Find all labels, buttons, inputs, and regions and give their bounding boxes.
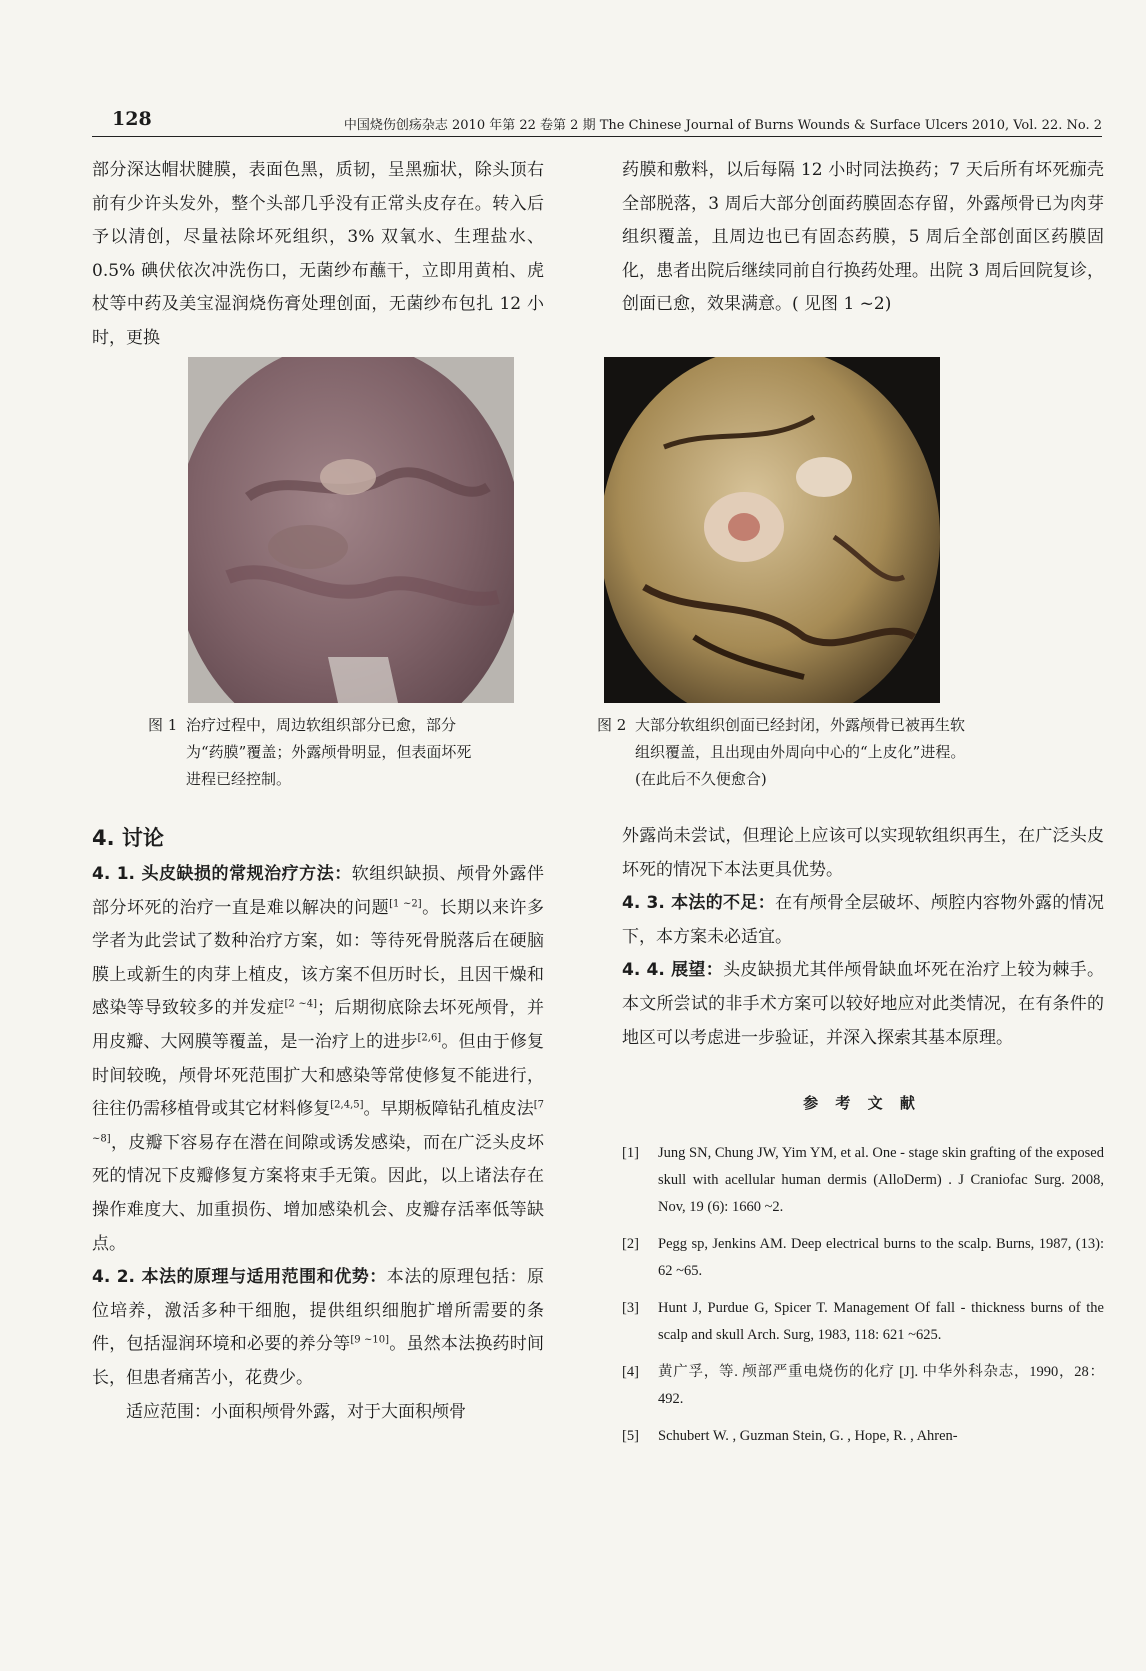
reference-number: [4] [622,1364,639,1380]
reference-item [622,1140,1104,1221]
subsection-title: 4. 2. 本法的原理与适用范围和优势： [92,1267,387,1288]
paragraph: 部分深达帽状腱膜，表面色黑，质韧，呈黑痂状，除头顶右前有少许头发外，整个头部几乎没有正常头皮存在。转入后予以清创，尽量祛除坏死组织，3% 双氧水、生理盐水、0.5% 碘伏依次冲洗伤口，无菌纱布蘸干，立即用黄柏、虎杖等中药及美宝湿润烧伤膏处理创面，无菌纱布包扎 12 小时，更换 [92,160,544,348]
citation: [2 ~4] [284,998,318,1010]
left-top-text [92,154,544,356]
paragraph-continued: 外露尚未尝试，但理论上应该可以实现软组织再生，在广泛头皮坏死的情况下本法更具优势。 [622,826,1104,880]
figure-1-caption-text: 治疗过程中，周边软组织部分已愈，部分为“药膜”覆盖；外露颅骨明显，但表面坏死进程已经控制。 [186,716,472,788]
subsection-4-2: 4. 2. 本法的原理与适用范围和优势：本法的原理包括：原位培养，激活多种干细胞，提供组织细胞扩增所需要的条件，包括湿润环境和必要的养分等[9 ~10]。虽然本法换药时间长，但患者痛苦小，花费少。 [92,1267,544,1388]
references-title: 参 考 文 献 [803,1094,921,1112]
reference-text: Pegg sp, Jenkins AM. Deep electrical burns to the scalp. Burns, 1987, (13): 62 ~65. [658,1236,1104,1279]
citation: [1 ~2] [389,897,422,909]
discussion-left-column [92,818,544,1429]
reference-item [622,1423,1104,1450]
right-top-text [622,154,1104,322]
reference-number: [3] [622,1300,639,1316]
reference-item [622,1295,1104,1349]
paragraph: 药膜和敷料，以后每隔 12 小时同法换药；7 天后所有坏死痂壳全部脱落，3 周后大部分创面药膜固态存留，外露颅骨已为肉芽组织覆盖，且周边也已有固态药膜，5 周后全部创面区药膜固化，患者出院后继续同前自行换药处理。出院 3 周后回院复诊，创面已愈，效果满意。( 见图 1 ~2) [622,160,1104,315]
reference-number: [5] [622,1428,639,1444]
references-list [622,1140,1104,1460]
section-heading: 4. 讨论 [92,826,164,850]
page-number: 128 [112,108,152,130]
figure-2-caption-text: 大部分软组织创面已经封闭，外露颅骨已被再生软组织覆盖，且出现由外周向中心的“上皮化”进程。(在此后不久便愈合) [635,716,966,788]
reference-text: Hunt J, Purdue G, Spicer T. Management Of fall - thickness burns of the scalp and skull Arch. Surg, 1983, 118: 621 ~625. [658,1300,1104,1343]
figure-1-image [188,357,514,703]
subsection-title: 4. 4. 展望： [622,960,724,981]
reference-text: 黄广孚，等. 颅部严重电烧伤的化疗 [J]. 中华外科杂志，1990，28：492. [658,1364,1104,1407]
subsection-4-4: 4. 4. 展望：头皮缺损尤其伴颅骨缺血坏死在治疗上较为棘手。本文所尝试的非手术方案可以较好地应对此类情况，在有条件的地区可以考虑进一步验证，并深入探索其基本原理。 [622,960,1104,1048]
citation: [2,4,5] [330,1099,364,1111]
citation: [9 ~10] [350,1334,389,1346]
figure-2-caption [597,712,997,796]
running-title: 中国烧伤创疡杂志 2010 年第 22 卷第 2 期 The Chinese Journal of Burns Wounds & Surface Ulcers 2010, Vol. 22. No. 2 [343,118,1102,133]
figure-1-label: 图 1 [148,716,178,734]
reference-number: [2] [622,1236,639,1252]
discussion-right-column [622,820,1104,1055]
subsection-title: 4. 3. 本法的不足： [622,893,776,914]
reference-item [622,1359,1104,1413]
subsection-4-1: 4. 1. 头皮缺损的常规治疗方法：软组织缺损、颅骨外露伴部分坏死的治疗一直是难以解决的问题[1 ~2]。长期以来许多学者为此尝试了数种治疗方案，如：等待死骨脱落后在硬脑膜上或新生的肉芽上植皮，该方案不但历时长，且因干燥和感染等导致较多的并发症[2 ~4]；后期彻底除去坏死颅骨，并用皮瓣、大网膜等覆盖，是一治疗上的进步[2,6]。但由于修复时间较晚，颅骨坏死范围扩大和感染等常使修复不能进行，往往仍需移植骨或其它材料修复[2,4,5]。早期板障钻孔植皮法[7 ~8]，皮瓣下容易存在潜在间隙或诱发感染，而在广泛头皮坏死的情况下皮瓣修复方案将束手无策。因此，以上诸法存在操作难度大、加重损伤、增加感染机会、皮瓣存活率低等缺点。 [92,864,545,1254]
citation: [7 ~8] [92,1099,545,1145]
subsection-4-3: 4. 3. 本法的不足：在有颅骨全层破坏、颅腔内容物外露的情况下，本方案未必适宜。 [622,893,1105,947]
citation: [2,6] [417,1032,442,1044]
subsection-title: 4. 1. 头皮缺损的常规治疗方法： [92,864,352,884]
reference-text: Jung SN, Chung JW, Yim YM, et al. One - stage skin grafting of the exposed skull with acellular human dermis (AlloDerm) . J Craniofac Surg. 2008, Nov, 19 (6): 1660 ~2. [658,1145,1104,1215]
scope-paragraph: 适应范围：小面积颅骨外露，对于大面积颅骨 [126,1401,466,1422]
page-header [92,108,1102,137]
figure-1-caption [148,712,520,796]
reference-text: Schubert W. , Guzman Stein, G. , Hope, R. , Ahren- [658,1428,958,1444]
figure-2-label: 图 2 [597,716,627,734]
reference-item [622,1231,1104,1285]
figure-2-image [604,357,940,703]
reference-number: [1] [622,1145,639,1161]
